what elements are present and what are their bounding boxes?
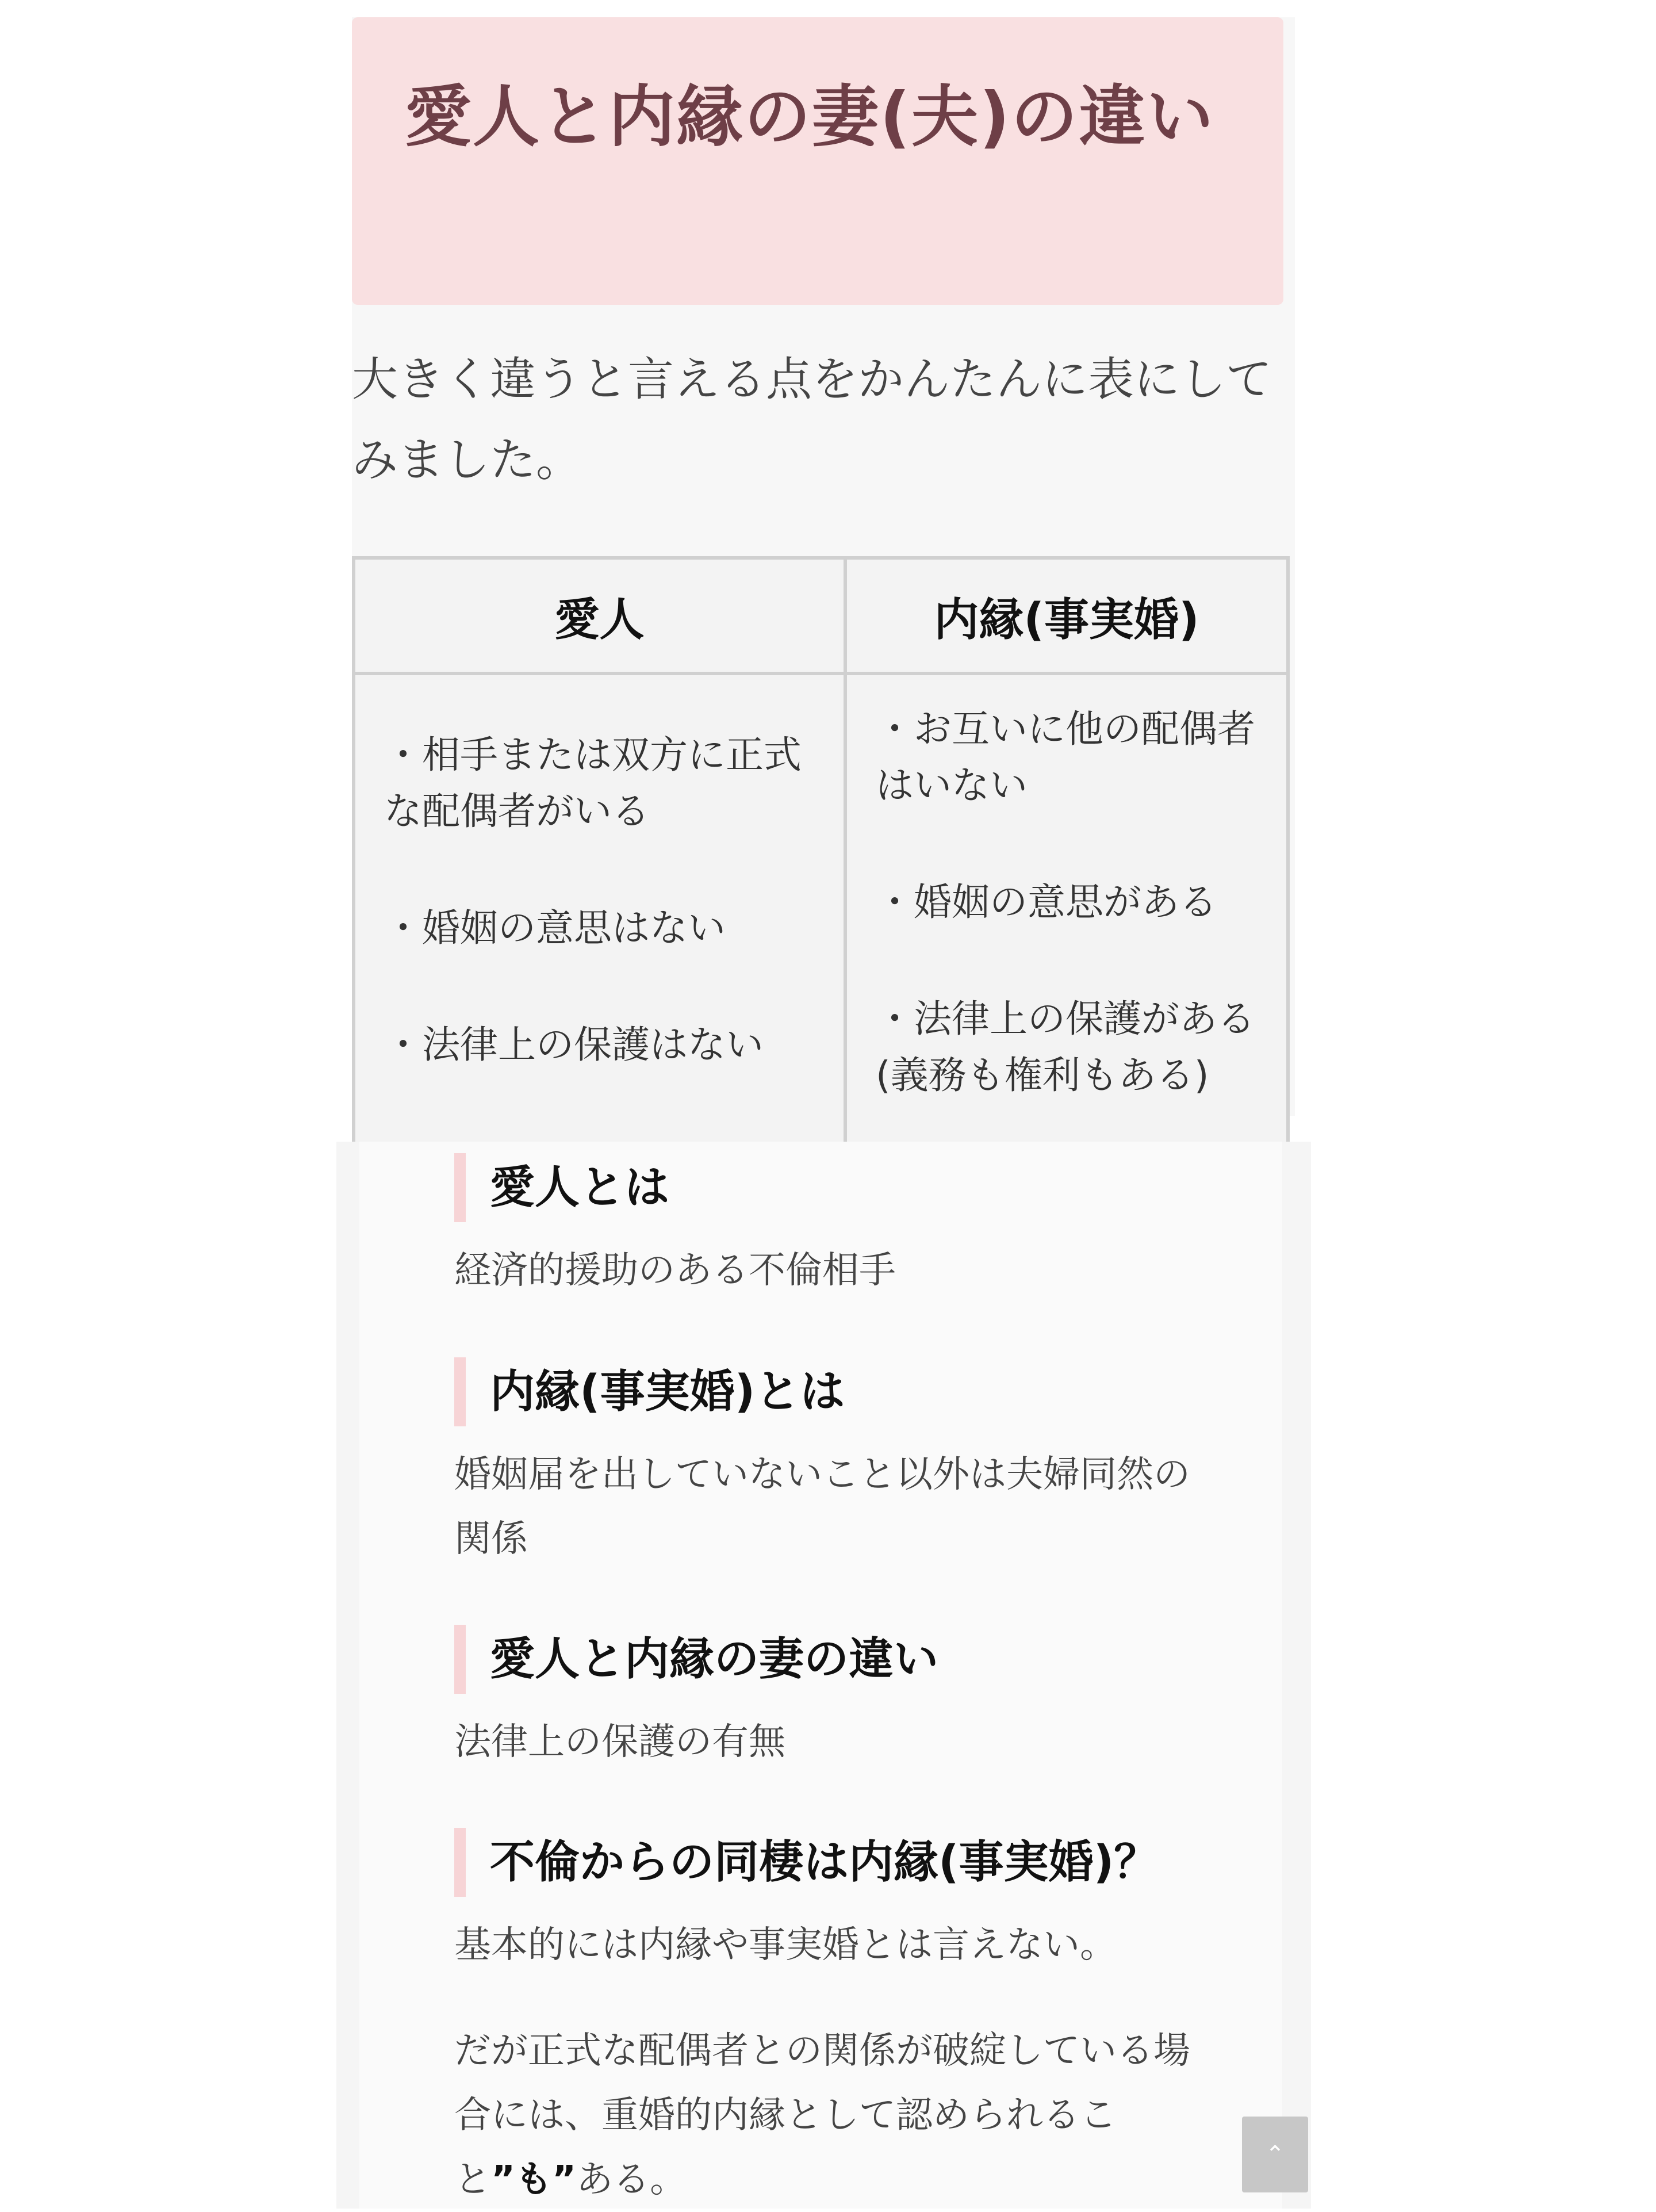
table-header-row xyxy=(354,558,1288,673)
summary-body: 婚姻届を出していないこと以外は夫婦同然の関係 xyxy=(454,1453,1190,1560)
summary-title: 内縁(事実婚)とは xyxy=(454,1357,1219,1426)
summary-panel xyxy=(336,1142,1311,2209)
summary-item-cohabitation xyxy=(454,1828,1219,2212)
table-row xyxy=(354,673,1288,1164)
summary-item-difference xyxy=(454,1625,1219,1774)
chevron-up-icon: ⌃ xyxy=(1265,2141,1285,2168)
header-aijin: 愛人 xyxy=(354,558,845,673)
aijin-list xyxy=(355,675,844,1073)
cell-naien xyxy=(845,673,1288,1164)
list-item: ・婚姻の意思がある xyxy=(876,880,1217,924)
intro-text: 大きく違うと言える点をかんたんに表にしてみました。 xyxy=(352,353,1272,487)
summary-extra-body xyxy=(454,2019,1219,2212)
extra-body-prefix: だが正式な配偶者との関係が破綻している場合には、重婚的内縁として認められること xyxy=(454,2030,1190,2201)
extra-body-suffix: ある。 xyxy=(576,2159,687,2201)
header-naien: 内縁(事実婚) xyxy=(845,558,1288,673)
summary-title: 不倫からの同棲は内縁(事実婚)？ xyxy=(454,1828,1219,1897)
cell-aijin xyxy=(354,673,845,1164)
summary-body: 法律上の保護の有無 xyxy=(454,1721,785,1763)
list-item: ・法律上の保護はない xyxy=(384,1023,764,1067)
article-section xyxy=(352,17,1295,1116)
summary-body: 経済的援助のある不倫相手 xyxy=(454,1249,896,1292)
summary-item-aijin xyxy=(454,1153,1219,1303)
summary-title: 愛人と内縁の妻の違い xyxy=(454,1625,1219,1694)
summary-body: 基本的には内縁や事実婚とは言えない。 xyxy=(454,1924,1117,1966)
comparison-table xyxy=(352,556,1290,1164)
list-item: ・婚姻の意思はない xyxy=(384,906,726,950)
list-item: ・お互いに他の配偶者はいない xyxy=(876,707,1255,808)
summary-box xyxy=(359,1142,1282,2209)
list-item: ・相手または双方に正式な配偶者がいる xyxy=(384,733,802,833)
extra-body-emphasis: ”も” xyxy=(491,2159,577,2201)
naien-list xyxy=(847,675,1286,1104)
summary-title: 愛人とは xyxy=(454,1153,1219,1222)
summary-item-naien xyxy=(454,1357,1219,1571)
section-title: 愛人と内縁の妻(夫)の違い xyxy=(405,78,1215,156)
list-item: ・法律上の保護がある(義務も権利もある) xyxy=(876,997,1255,1097)
section-heading-box xyxy=(352,17,1283,305)
scroll-top-button[interactable] xyxy=(1242,2117,1308,2192)
